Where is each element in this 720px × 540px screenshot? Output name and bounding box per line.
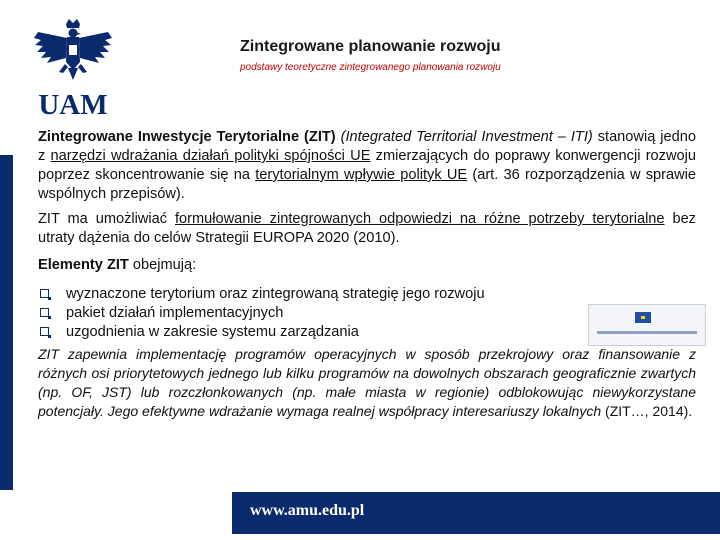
slide-subtitle: podstawy teoretyczne zintegrowanego planowania rozwoju [240,62,501,73]
citation: (ZIT…, 2014). [601,403,693,419]
slide-content [38,128,696,421]
side-accent-bar [0,155,13,490]
paragraph-definition: Zintegrowane Inwestycje Terytorialne (ZIT) (Integrated Territorial Investment – ITI) stanowią jedno z narzędzi wdrażania działań polityki spójności UE zmierzających do poprawy konwergencji rozwoju poprzez skoncentrowanie się na terytorialnym wpływie polityk UE (art. 36 rozporządzenia w sprawie wspólnych przepisów). [38,129,696,202]
list-item: pakiet działań implementacyjnych [38,304,696,323]
checkbox-bullet-icon [40,308,49,317]
footer-bar [232,492,720,534]
eu-document-thumbnail [588,304,706,346]
english-term: (Integrated Territorial Investment – ITI) [340,129,593,145]
checkbox-bullet-icon [40,289,49,298]
list-item: wyznaczone terytorium oraz zintegrowaną strategię jego rozwoju [38,285,696,304]
logo-text: UAM [38,89,108,118]
list-item: uzgodnienia w zakresie systemu zarządzania [38,323,696,342]
zit-term: Zintegrowane Inwestycje Terytorialne (ZIT) [38,129,336,145]
paragraph-purpose: ZIT ma umożliwiać formułowanie zintegrowanych odpowiedzi na różne potrzeby terytorialne bez utraty dążenia do celów Strategii EUROPA 2020 (2010). [38,211,696,246]
slide-title: Zintegrowane planowanie rozwoju [240,38,501,55]
footer-url[interactable]: www.amu.edu.pl [250,502,365,519]
elements-heading: Elementy ZIT obejmują: [38,257,197,273]
checkbox-bullet-icon [40,327,49,336]
paragraph-implementation: ZIT zapewnia implementację programów operacyjnych w sposób przekrojowy oraz finansowanie z różnych osi priorytetowych jednego lub kilku programów na dowolnych obszarach geograficznie zwartych (np. OF, JST) lub rozczłonkowanych (np. małe miasta w regionie) odblokowując niewykorzystane potencjały. Jego efektywne wdrażanie wymaga realnej współpracy interesariuszy lokalnych (ZIT…, 2014). [38,346,696,419]
uam-logo [32,18,114,118]
